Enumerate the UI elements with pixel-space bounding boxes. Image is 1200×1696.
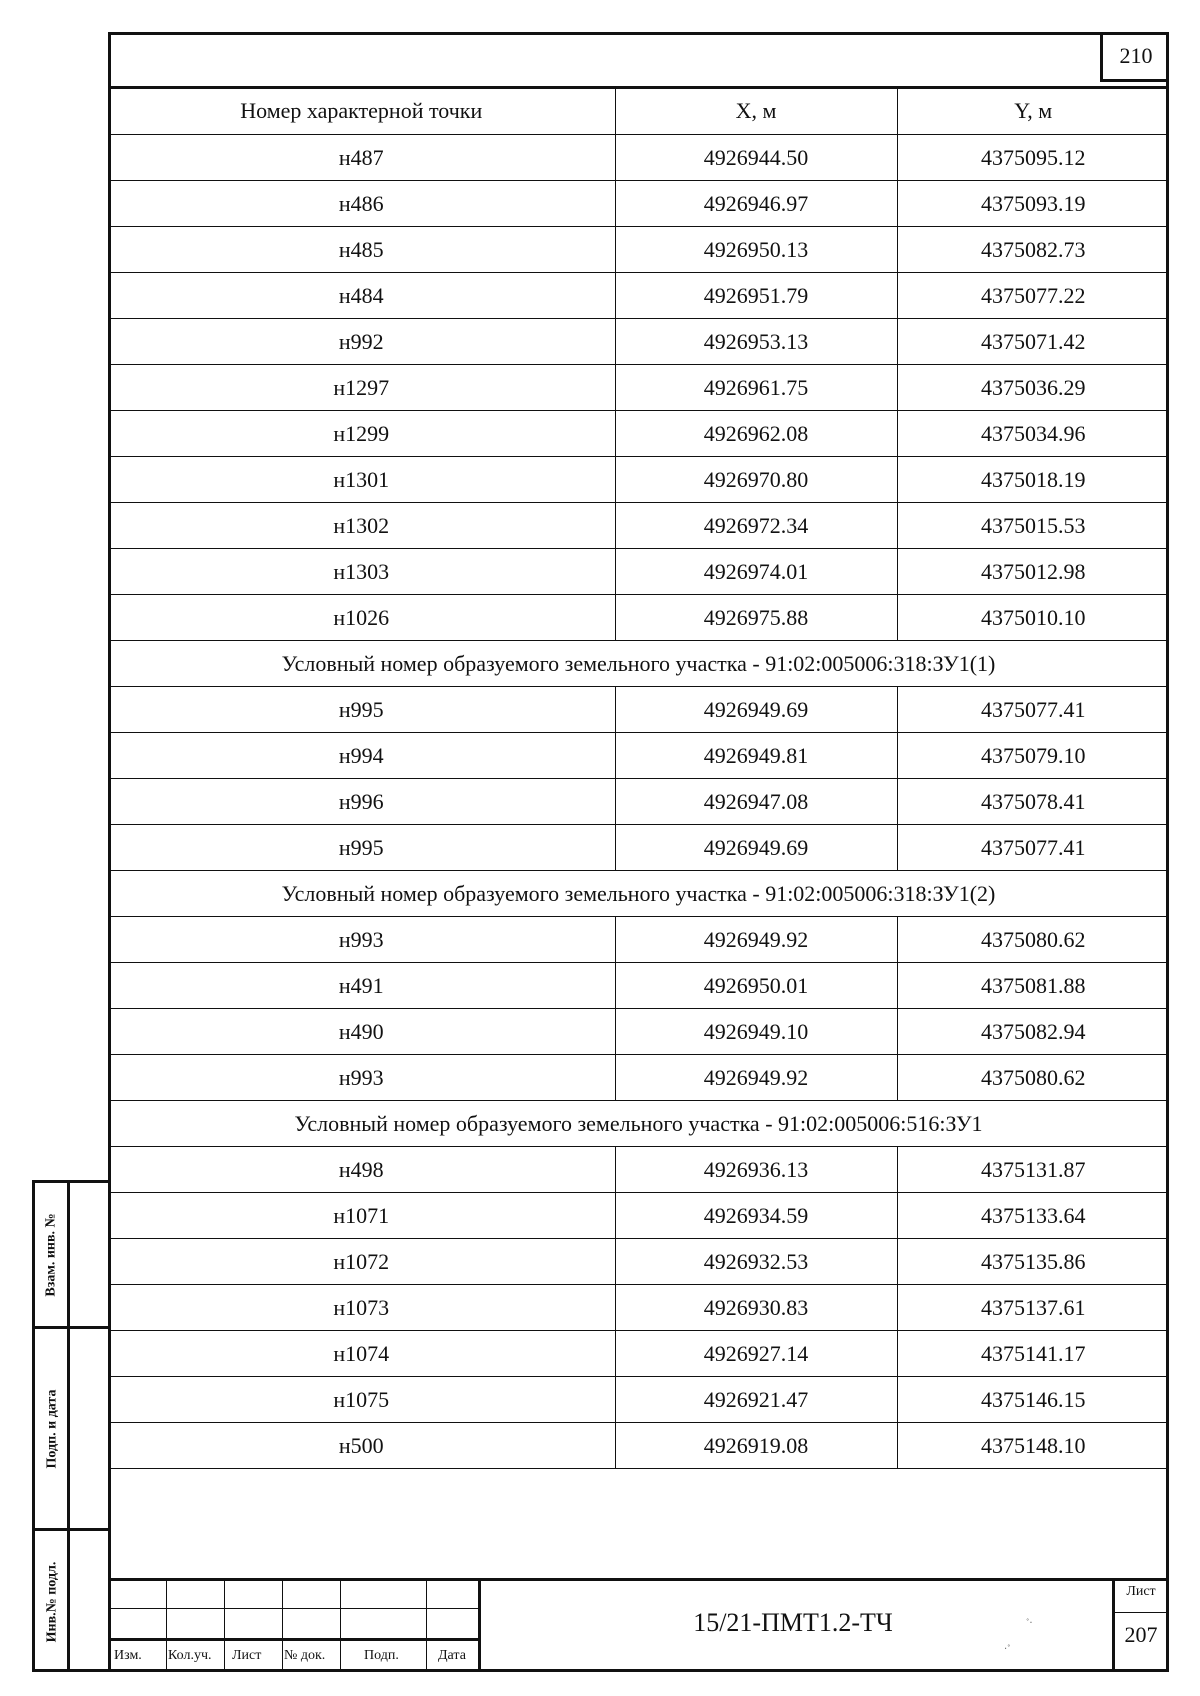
cell-x: 4926947.08 — [615, 779, 897, 825]
cell-y: 4375036.29 — [897, 365, 1169, 411]
tb-col-signature: Подп. — [364, 1648, 399, 1663]
cell-y: 4375077.41 — [897, 825, 1169, 871]
cell-x: 4926949.92 — [615, 1055, 897, 1101]
cell-point: н1299 — [108, 411, 615, 457]
cell-y: 4375093.19 — [897, 181, 1169, 227]
cell-x: 4926949.81 — [615, 733, 897, 779]
cell-point: н491 — [108, 963, 615, 1009]
cell-y: 4375079.10 — [897, 733, 1169, 779]
cell-point: н1071 — [108, 1193, 615, 1239]
cell-point: н993 — [108, 1055, 615, 1101]
table-row — [108, 595, 1169, 641]
cell-y: 4375137.61 — [897, 1285, 1169, 1331]
table-row — [108, 1423, 1169, 1469]
cell-y: 4375078.41 — [897, 779, 1169, 825]
cell-point: н994 — [108, 733, 615, 779]
cell-x: 4926953.13 — [615, 319, 897, 365]
cell-x: 4926949.92 — [615, 917, 897, 963]
cell-x: 4926949.69 — [615, 687, 897, 733]
top-sheet-number: 210 — [1100, 32, 1169, 82]
cell-point: н1026 — [108, 595, 615, 641]
table-row — [108, 1147, 1169, 1193]
cell-y: 4375080.62 — [897, 1055, 1169, 1101]
table-row — [108, 365, 1169, 411]
cell-point: н1075 — [108, 1377, 615, 1423]
header-y: Y, м — [897, 88, 1169, 135]
cell-point: н1073 — [108, 1285, 615, 1331]
tb-col-change: Изм. — [114, 1648, 142, 1663]
cell-x: 4926944.50 — [615, 135, 897, 181]
cell-point: н995 — [108, 687, 615, 733]
cell-point: н1303 — [108, 549, 615, 595]
cell-y: 4375082.94 — [897, 1009, 1169, 1055]
cell-point: н996 — [108, 779, 615, 825]
section-row — [108, 641, 1169, 687]
cell-y: 4375146.15 — [897, 1377, 1169, 1423]
cell-y: 4375077.41 — [897, 687, 1169, 733]
cell-y: 4375135.86 — [897, 1239, 1169, 1285]
cell-y: 4375082.73 — [897, 227, 1169, 273]
cell-y: 4375077.22 — [897, 273, 1169, 319]
table-row — [108, 1285, 1169, 1331]
section-title: Условный номер образуемого земельного участка - 91:02:005006:516:ЗУ1 — [108, 1101, 1169, 1147]
cell-x: 4926930.83 — [615, 1285, 897, 1331]
cell-x: 4926975.88 — [615, 595, 897, 641]
cell-point: н484 — [108, 273, 615, 319]
sheet-number: 207 — [1124, 1622, 1158, 1647]
table-row — [108, 687, 1169, 733]
cell-y: 4375095.12 — [897, 135, 1169, 181]
cell-point: н490 — [108, 1009, 615, 1055]
cell-point: н485 — [108, 227, 615, 273]
cell-y: 4375141.17 — [897, 1331, 1169, 1377]
cell-x: 4926972.34 — [615, 503, 897, 549]
table-row — [108, 411, 1169, 457]
section-row — [108, 1101, 1169, 1147]
table-row — [108, 1055, 1169, 1101]
side-label-replacement-inv: Взам. инв. № — [44, 1212, 60, 1297]
cell-x: 4926946.97 — [615, 181, 897, 227]
cell-x: 4926951.79 — [615, 273, 897, 319]
document-code: 15/21-ПМТ1.2-ТЧ — [693, 1608, 893, 1637]
cell-x: 4926919.08 — [615, 1423, 897, 1469]
cell-x: 4926974.01 — [615, 549, 897, 595]
cell-point: н1297 — [108, 365, 615, 411]
header-point-number: Номер характерной точки — [108, 88, 615, 135]
header-x: X, м — [615, 88, 897, 135]
cell-x: 4926950.13 — [615, 227, 897, 273]
cell-x: 4926950.01 — [615, 963, 897, 1009]
cell-point: н1074 — [108, 1331, 615, 1377]
cell-point: н993 — [108, 917, 615, 963]
table-row — [108, 1239, 1169, 1285]
table-row — [108, 733, 1169, 779]
cell-x: 4926970.80 — [615, 457, 897, 503]
cell-y: 4375034.96 — [897, 411, 1169, 457]
cell-y: 4375010.10 — [897, 595, 1169, 641]
cell-y: 4375015.53 — [897, 503, 1169, 549]
tb-col-doc: № док. — [284, 1648, 326, 1663]
cell-x: 4926936.13 — [615, 1147, 897, 1193]
table-row — [108, 319, 1169, 365]
cell-y: 4375133.64 — [897, 1193, 1169, 1239]
cell-y: 4375012.98 — [897, 549, 1169, 595]
cell-x: 4926949.10 — [615, 1009, 897, 1055]
table-row — [108, 135, 1169, 181]
side-stamp — [32, 1180, 108, 1672]
cell-point: н1301 — [108, 457, 615, 503]
tb-col-sheet: Лист — [232, 1648, 262, 1663]
coordinates-table — [108, 87, 1169, 1469]
section-title: Условный номер образуемого земельного участка - 91:02:005006:318:ЗУ1(1) — [108, 641, 1169, 687]
table-row — [108, 227, 1169, 273]
cell-point: н992 — [108, 319, 615, 365]
cell-y: 4375148.10 — [897, 1423, 1169, 1469]
table-row — [108, 273, 1169, 319]
tb-col-date: Дата — [438, 1648, 466, 1663]
cell-y: 4375080.62 — [897, 917, 1169, 963]
table-row — [108, 457, 1169, 503]
table-row — [108, 917, 1169, 963]
cell-point: н498 — [108, 1147, 615, 1193]
table-row — [108, 1193, 1169, 1239]
cell-point: н500 — [108, 1423, 615, 1469]
table-row — [108, 549, 1169, 595]
tb-col-qty: Кол.уч. — [168, 1648, 212, 1663]
cell-point: н487 — [108, 135, 615, 181]
cell-y: 4375018.19 — [897, 457, 1169, 503]
table-row — [108, 1377, 1169, 1423]
cell-point: н1302 — [108, 503, 615, 549]
cell-x: 4926927.14 — [615, 1331, 897, 1377]
cell-x: 4926932.53 — [615, 1239, 897, 1285]
table-row — [108, 181, 1169, 227]
side-label-original-inv: Инв.№ подл. — [44, 1561, 59, 1642]
cell-point: н1072 — [108, 1239, 615, 1285]
side-label-signature-date: Подп. и дата — [44, 1389, 59, 1468]
table-row — [108, 1331, 1169, 1377]
table-row — [108, 1009, 1169, 1055]
cell-y: 4375081.88 — [897, 963, 1169, 1009]
cell-x: 4926961.75 — [615, 365, 897, 411]
cell-point: н995 — [108, 825, 615, 871]
table-row — [108, 825, 1169, 871]
table-header-row — [108, 88, 1169, 135]
cell-x: 4926949.69 — [615, 825, 897, 871]
table-row — [108, 779, 1169, 825]
section-title: Условный номер образуемого земельного участка - 91:02:005006:318:ЗУ1(2) — [108, 871, 1169, 917]
sheet-label: Лист — [1126, 1584, 1156, 1599]
table-row — [108, 963, 1169, 1009]
cell-y: 4375131.87 — [897, 1147, 1169, 1193]
title-block: Изм. Кол.уч. Лист № док. Подп. Дата 15/21-ПМТ1.2-ТЧ Лист 207 ˚‧ ‧˚ — [108, 1578, 1169, 1672]
cell-point: н486 — [108, 181, 615, 227]
section-row — [108, 871, 1169, 917]
cell-x: 4926921.47 — [615, 1377, 897, 1423]
cell-x: 4926934.59 — [615, 1193, 897, 1239]
cell-y: 4375071.42 — [897, 319, 1169, 365]
cell-x: 4926962.08 — [615, 411, 897, 457]
table-row — [108, 503, 1169, 549]
